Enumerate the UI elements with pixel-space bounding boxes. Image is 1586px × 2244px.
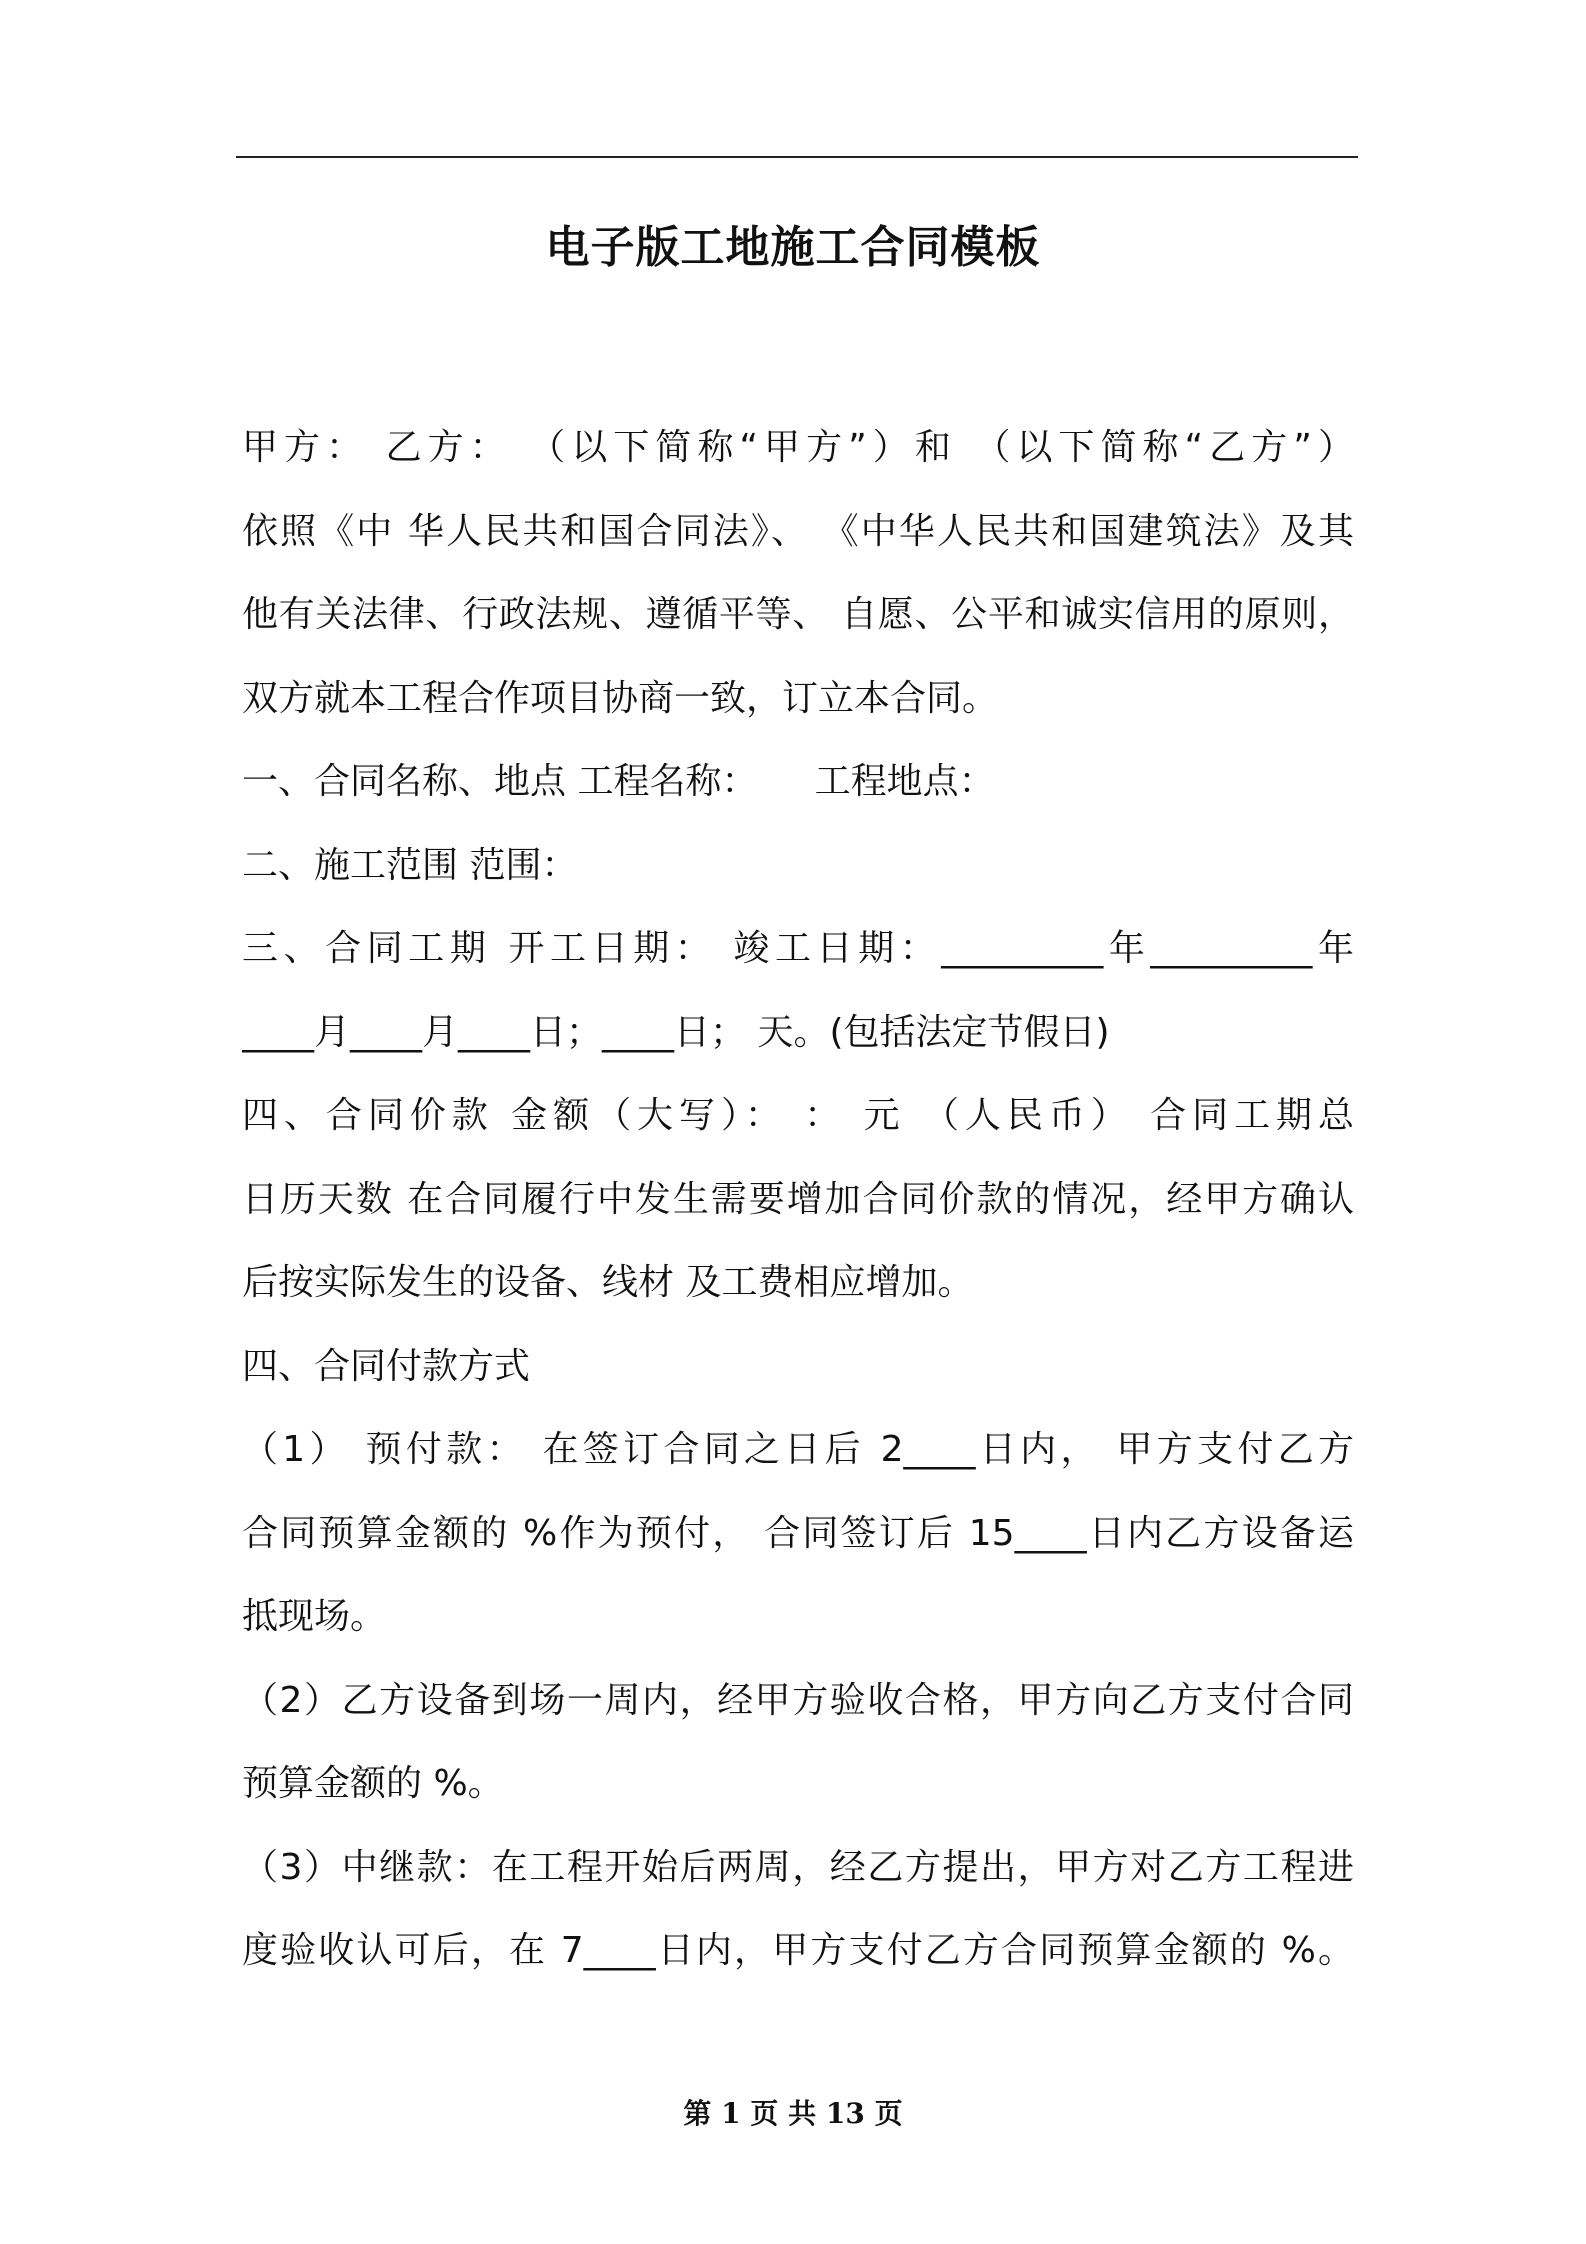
section-heading-name-location: 一、合同名称、地点 工程名称： 工程地点： (242, 761, 995, 802)
body-line: 双方就本工程合作项目协商一致，订立本合同。 (242, 677, 999, 719)
body-line: 日历天数 在合同履行中发生需要增加合同价款的情况，经甲方确认 (242, 1178, 1354, 1220)
section-heading-payment: 四、合同付款方式 (242, 1345, 531, 1387)
body-line: 抵现场。 (242, 1596, 387, 1637)
body-line: 预算金额的 %。 (242, 1763, 504, 1804)
body-line: 甲方： 乙方： （以下简称“甲方”）和 （以下简称“乙方”） (242, 427, 1354, 468)
header-rule (236, 156, 1358, 158)
document-title: 电子版工地施工合同模板 (545, 222, 1041, 273)
payment-item-2: （2）乙方设备到场一周内，经甲方验收合格，甲方向乙方支付合同 (242, 1679, 1354, 1721)
payment-item-3: （3）中继款：在工程开始后两周，经乙方提出，甲方对乙方工程进 (242, 1846, 1354, 1888)
body-line: 依照《中 华人民共和国合同法》、 《中华人民共和国建筑法》及其 (242, 510, 1354, 552)
section-heading-schedule: 三、合同工期 开工日期： 竣工日期：_________年_________年 (242, 928, 1354, 969)
body-line: ____月____月____日；____日； 天。(包括法定节假日) (242, 1011, 1110, 1053)
page-number-footer: 第 1 页 共 13 页 (683, 2097, 903, 2130)
section-heading-price: 四、合同价款 金额（大写）： ： 元 （人民币） 合同工期总 (242, 1095, 1354, 1136)
body-line: 后按实际发生的设备、线材 及工费相应增加。 (242, 1262, 974, 1303)
body-line: 度验收认可后，在 7____日内，甲方支付乙方合同预算金额的 %。 (242, 1930, 1354, 1971)
document-body (242, 406, 1354, 1993)
payment-item-1: （1） 预付款： 在签订合同之日后 2____日内， 甲方支付乙方 (242, 1429, 1354, 1470)
section-heading-scope: 二、施工范围 范围： (242, 844, 578, 886)
body-line: 合同预算金额的 %作为预付， 合同签订后 15____日内乙方设备运 (242, 1512, 1354, 1554)
body-line: 他有关法律、行政法规、遵循平等、 自愿、公平和诚实信用的原则， (242, 594, 1354, 635)
